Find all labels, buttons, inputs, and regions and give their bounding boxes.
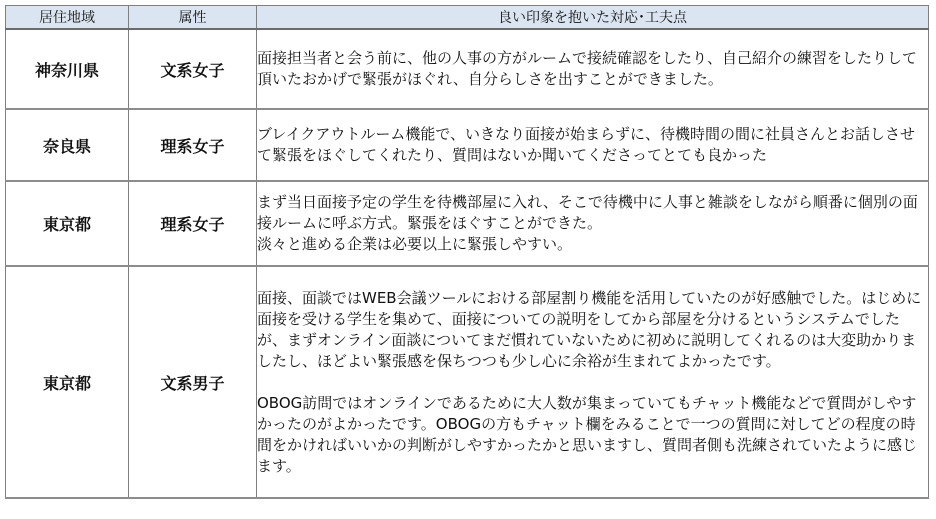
region-cell: 東京都	[6, 266, 129, 498]
attribute-cell: 理系女子	[129, 181, 257, 266]
region-cell: 東京都	[6, 181, 129, 266]
comment-paragraph: まず当日面接予定の学生を待機部屋に入れ、そこで待機中に人事と雑談をしながら順番に個別の面接ルームに呼ぶ方式。緊張をほぐすことができた。 淡々と進める企業は必要以上に緊張しやすい。	[257, 193, 918, 253]
region-cell: 神奈川県	[6, 29, 129, 109]
table-row	[6, 109, 929, 181]
table-row	[6, 29, 929, 109]
header-region: 居住地域	[6, 6, 129, 30]
attribute-cell: 文系男子	[129, 266, 257, 498]
comment-cell	[257, 29, 929, 109]
table-row	[6, 266, 929, 498]
comment-paragraph: ブレイクアウトルーム機能で、いきなり面接が始まらずに、待機時間の間に社員さんとお話しさせて緊張をほぐしてくれたり、質問はないか聞いてくださってとても良かった	[257, 125, 916, 164]
table-row	[6, 181, 929, 266]
comment-paragraph: 面接、面談ではWEB会議ツールにおける部屋割り機能を活用していたのが好感触でした。はじめに面接を受ける学生を集めて、面接についての説明をしてから部屋を分けるというシステムでしたが、まずオンライン面談についてまだ慣れていないために初めに説明してくれるのは大変助かりましたし、ほどよい緊張感を保ちつつも少し心に余裕が生まれてよかったです。	[257, 288, 922, 370]
region-cell: 奈良県	[6, 109, 129, 181]
comment-cell	[257, 109, 929, 181]
comment-cell	[257, 181, 929, 266]
survey-table	[5, 5, 929, 499]
attribute-cell: 理系女子	[129, 109, 257, 181]
table-header-row	[6, 6, 929, 30]
comment-cell	[257, 266, 929, 498]
comment-paragraph: OBOG訪問ではオンラインであるために大人数が集まっていてもチャット機能などで質問がしやすかったのがよかったです。OBOGの方もチャット欄をみることで一つの質問に対してどの程度の時間をかければいいかの判断がしやすかったかと思いますし、質問者側も洗練されていたように感じます。	[257, 393, 918, 475]
attribute-cell: 文系女子	[129, 29, 257, 109]
survey-table-container	[5, 5, 929, 499]
comment-paragraph: 面接担当者と会う前に、他の人事の方がルームで接続確認をしたり、自己紹介の練習をしたりして頂いたおかげで緊張がほぐれ、自分らしさを出すことができました。	[257, 49, 918, 88]
header-comment: 良い印象を抱いた対応･工夫点	[257, 6, 929, 30]
header-attribute: 属性	[129, 6, 257, 30]
